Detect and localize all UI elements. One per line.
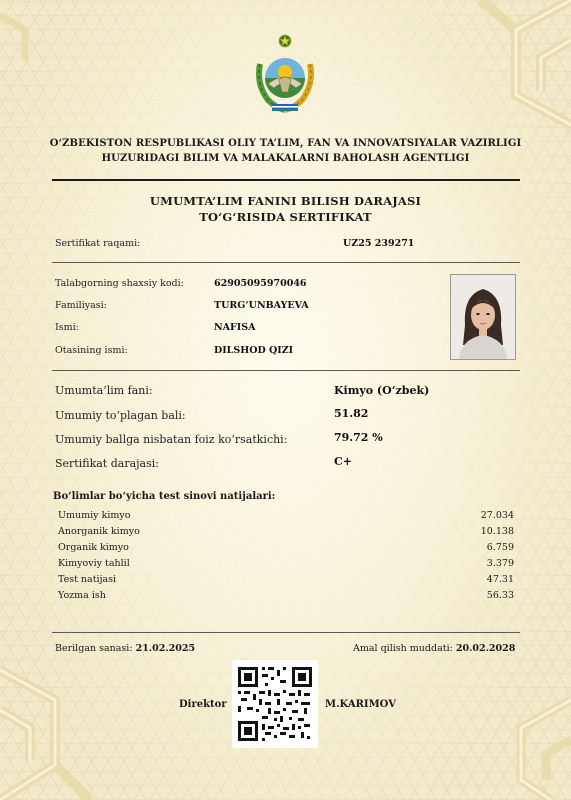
divider	[52, 262, 520, 263]
section-name: Kimyoviy tahlil	[58, 558, 130, 569]
director-name: M.KARIMOV	[325, 699, 396, 710]
patronymic-value: DILSHOD QIZI	[214, 345, 294, 356]
divider	[52, 370, 520, 371]
level-value: C+	[334, 455, 352, 468]
portrait-photo	[450, 274, 516, 360]
table-row	[58, 526, 514, 542]
first-name-label: Ismi:	[55, 322, 79, 333]
section-score: 56.33	[486, 590, 514, 601]
section-results-title: Bo‘limlar bo‘yicha test sinovi natijalari:	[53, 491, 276, 502]
ornament-bottom-right	[451, 670, 571, 800]
subject-value: Kimyo (O‘zbek)	[334, 384, 430, 397]
section-name: Anorganik kimyo	[58, 526, 140, 537]
ornament-top-left	[0, 0, 60, 60]
table-row	[58, 542, 514, 558]
state-emblem-icon	[246, 34, 324, 118]
section-score: 27.034	[480, 510, 514, 521]
validity-date	[353, 643, 515, 654]
director-label: Direktor	[179, 699, 227, 710]
table-row	[58, 590, 514, 606]
percent-value: 79.72 %	[334, 431, 383, 444]
subject-label: Umumta’lim fani:	[55, 384, 153, 397]
issue-date-value: 21.02.2025	[135, 643, 196, 654]
surname-label: Familiyasi:	[55, 300, 107, 311]
personal-id-value: 62905095970046	[214, 278, 307, 289]
percent-label: Umumiy ballga nisbatan foiz ko‘rsatkichi:	[55, 433, 288, 446]
table-row	[58, 574, 514, 590]
section-name: Yozma ish	[58, 590, 106, 601]
issue-date	[55, 643, 195, 654]
validity-date-value: 20.02.2028	[455, 643, 516, 654]
section-score: 10.138	[480, 526, 514, 537]
certificate-number: UZ25 239271	[343, 238, 415, 249]
section-score: 3.379	[486, 558, 514, 569]
ministry-name-line1: O‘ZBEKISTON RESPUBLIKASI OLIY TA’LIM, FAN VA INNOVATSIYALAR VAZIRLIGI	[49, 138, 522, 149]
certificate-number-label: Sertifikat raqami:	[55, 238, 141, 249]
certificate-title-line1: UMUMTA’LIM FANINI BILISH DARAJASI	[149, 194, 422, 208]
total-score-label: Umumiy to‘plagan bali:	[55, 409, 186, 422]
personal-id-label: Talabgorning shaxsiy kodi:	[55, 278, 184, 289]
qr-code-icon	[232, 660, 318, 748]
surname-value: TURG‘UNBAYEVA	[214, 300, 309, 311]
section-score: 47.31	[486, 574, 514, 585]
ornament-top-right	[421, 0, 571, 150]
validity-date-label: Amal qilish muddati:	[353, 643, 453, 654]
section-name: Organik kimyo	[58, 542, 129, 553]
table-row	[58, 558, 514, 574]
ornament-bottom-left	[0, 630, 150, 800]
level-label: Sertifikat darajasi:	[55, 457, 159, 470]
header-divider	[52, 179, 520, 181]
issue-date-label: Berilgan sanasi:	[55, 643, 133, 654]
section-name: Test natijasi	[58, 574, 117, 585]
table-row	[58, 510, 514, 526]
section-score: 6.759	[486, 542, 514, 553]
divider	[52, 632, 520, 633]
patronymic-label: Otasining ismi:	[55, 345, 128, 356]
total-score-value: 51.82	[334, 407, 369, 420]
first-name-value: NAFISA	[214, 322, 256, 333]
section-name: Umumiy kimyo	[58, 510, 131, 521]
certificate-title-line2: TO‘G‘RISIDA SERTIFIKAT	[199, 210, 372, 224]
ministry-name-line2: HUZURIDAGI BILIM VA MALAKALARNI BAHOLASH AGENTLIGI	[101, 153, 470, 164]
